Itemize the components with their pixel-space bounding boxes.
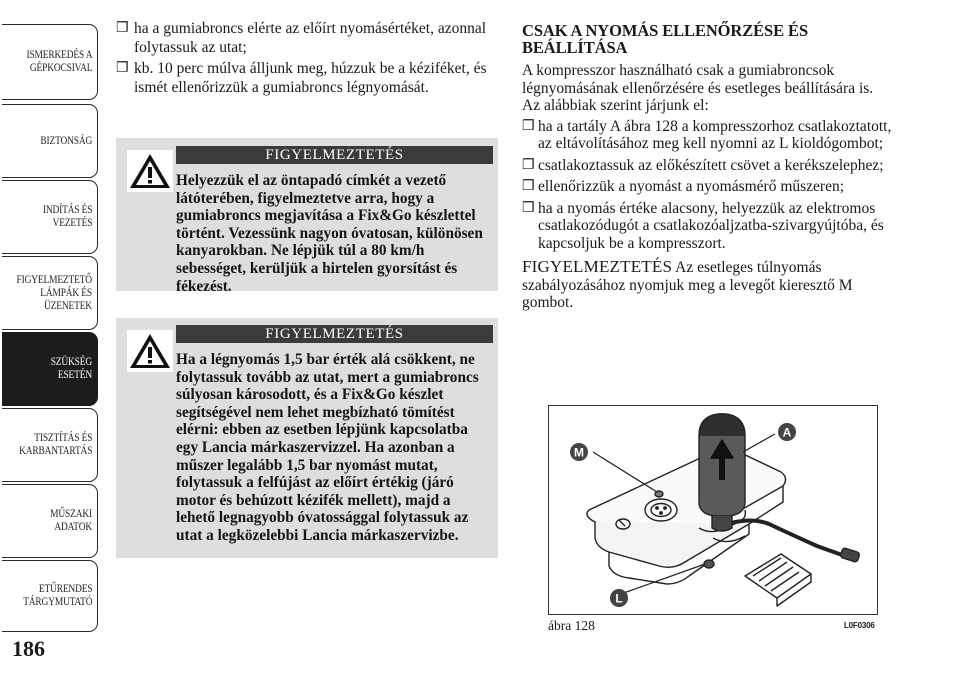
intro-paragraph: A kompresszor használható csak a gumiabroncsok légnyomásának ellenőrzésére és esetleges beállítására is. <box>522 62 874 97</box>
figure-label-l: L <box>615 591 623 606</box>
tab-safety[interactable]: BIZTONSÁG <box>2 104 98 178</box>
figure-caption: ábra 128 <box>548 618 595 633</box>
figure-label-m: M <box>574 445 584 460</box>
list-item: ❒ ha a tartály A ábra 128 a kompresszorhoz csatlakoztatott, az eltávolításához meg kell nyomni az L kioldógombot; <box>522 117 892 152</box>
figure-label-a: A <box>782 425 792 440</box>
list-item: ❒ csatlakoztassuk az előkészített csövet a kerékszelephez; <box>522 156 884 174</box>
tab-starting-driving[interactable]: INDÍTÁS ÉS VEZETÉS <box>2 180 98 254</box>
warning-title: FIGYELMEZTETÉS <box>176 325 493 343</box>
checkbox-bullet-icon: ❒ <box>522 200 535 216</box>
checkbox-bullet-icon: ❒ <box>522 179 535 194</box>
warning-title: FIGYELMEZTETÉS <box>176 146 493 164</box>
tab-index[interactable]: ETŰRENDES TÁRGYMUTATÓ <box>2 560 98 632</box>
tab-warning-lights[interactable]: FIGYELMEZTETŐ LÁMPÁK ÉS ÜZENETEK <box>2 256 98 330</box>
checkbox-bullet-icon: ❒ <box>116 21 129 36</box>
checkbox-bullet-icon: ❒ <box>116 61 129 76</box>
figure-code: L0F0306 <box>844 621 875 630</box>
right-column <box>522 22 902 312</box>
section-heading: CSAK A NYOMÁS ELLENŐRZÉSE ÉS BEÁLLÍTÁSA <box>522 21 809 57</box>
tab-cleaning-maintenance[interactable]: TISZTÍTÁS ÉS KARBANTARTÁS <box>2 408 98 482</box>
checkbox-bullet-icon: ❒ <box>522 157 535 173</box>
warning-text: Helyezzük el az öntapadó címkét a vezető látóterében, figyelmeztetve arra, hogy a gumiabroncs megjavítása a Fix&Go készlettel történt. Vezessünk nagyon óvatosan, különösen kanyarokban. Ne lépjük túl a 80 km/h sebességet, kerüljük a hirtelen gyorsítást és fékezést. <box>176 172 483 295</box>
list-item: ❒ kb. 10 perc múlva álljunk meg, húzzuk be a kéziféket, és ismét ellenőrizzük a gumiabroncs légnyomását. <box>116 60 487 96</box>
page-number: 186 <box>12 636 45 661</box>
compressor-figure <box>548 405 878 615</box>
left-column <box>116 20 499 100</box>
list-item: ❒ ellenőrizzük a nyomást a nyomásmérő műszeren; <box>522 178 845 195</box>
tab-technical-data[interactable]: MŰSZAKI ADATOK <box>2 484 98 558</box>
list-item: ❒ ha a gumiabroncs elérte az előírt nyomásértéket, azonnal folytassuk az utat; <box>116 20 487 56</box>
warning-box-pressure <box>116 318 498 558</box>
compressor-illustration <box>549 406 877 614</box>
warning-text: Ha a légnyomás 1,5 bar érték alá csökkent, ne folytassuk tovább az utat, mert a gumiabroncs súlyosan károsodott, és a Fix&Go készlet segítségével nem lehet megbízható tömítést elérni: ebben az esetben lépjünk kapcsolatba egy Lancia márkaszervizzel. Ha azonban a műszer legalább 1,5 bar nyomást mutat, folytassuk a felfújást az előírt értékig (járó motor és behúzott kézifék mellett), majd a lehető legnagyobb óvatossággal folytassuk az utat a legközelebbi Lancia márkaszervizbe. <box>176 351 479 544</box>
checkbox-bullet-icon: ❒ <box>522 118 535 134</box>
tab-getting-to-know[interactable]: ISMERKEDÉS A GÉPKOCSIVAL <box>2 24 98 100</box>
list-item: ❒ ha a nyomás értéke alacsony, helyezzük az elektromos csatlakozódugót a csatlakozóaljzatba-szivargyújtóba, és kapcsoljuk be a kompresszort. <box>522 199 884 252</box>
overpressure-note: FIGYELMEZTETÉS Az esetleges túlnyomás szabályozásához nyomjuk meg a levegőt kieresztő M gombot. <box>522 257 853 311</box>
warning-box-sticker <box>116 138 498 295</box>
tab-emergency[interactable]: SZÜKSÉG ESETÉN <box>2 332 98 406</box>
chapter-sidebar <box>0 0 100 686</box>
steps-intro: Az alábbiak szerint járjunk el: <box>522 97 709 114</box>
